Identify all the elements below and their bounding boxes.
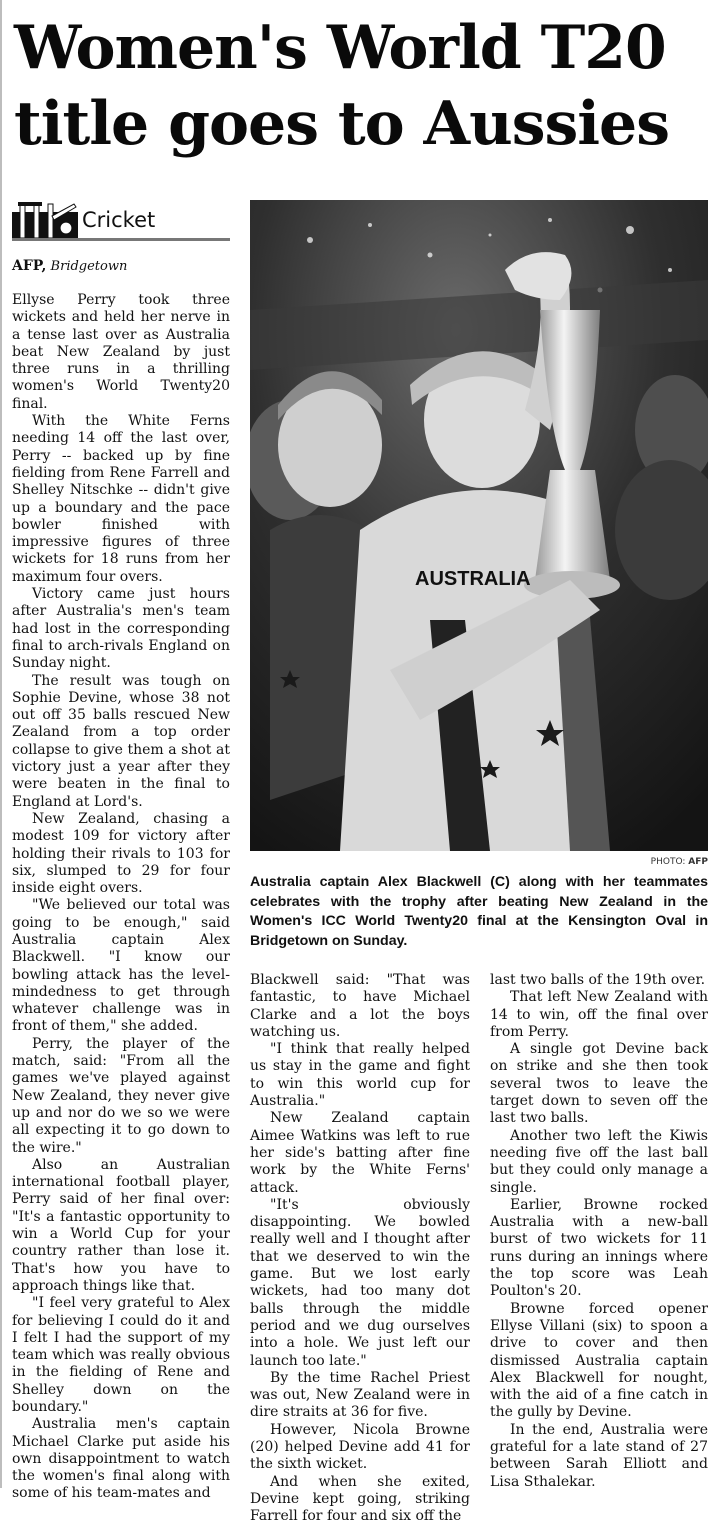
photo-credit <box>600 857 708 867</box>
paragraph: Also an Australian international football player, Perry said of her final over: "It's a fantastic opportunity to win a World Cup for your country rather than lose it. That's how you have to approach things like that. <box>12 1156 230 1294</box>
paragraph: "It's obviously disappointing. We bowled really well and I thought after that we deserved to win the game. But we lost early wickets, had too many dot balls through the middle period and we dug ourselves into a hole. We just left our launch too late." <box>250 1196 470 1369</box>
paragraph: "I think that really helped us stay in the game and fight to win this world cup for Australia." <box>250 1041 470 1110</box>
paragraph: New Zealand, chasing a modest 109 for victory after holding their rivals to 103 for six, slumped to 29 for four inside eight overs. <box>12 810 230 897</box>
paragraph: "We believed our total was going to be enough," said Australia captain Alex Blackwell. "I know our bowling attack has the level-mindedness to get through whatever challenge was in front of them," she added. <box>12 897 230 1035</box>
photo-credit-agency: AFP <box>688 857 708 867</box>
paragraph: Australia men's captain Michael Clarke put aside his own disappointment to watch the women's final along with some of his team-mates and <box>12 1416 230 1502</box>
news-photo <box>250 200 708 851</box>
paragraph: And when she exited, Devine kept going, striking Farrell for four and six off the <box>250 1473 470 1525</box>
celebration-photo-illustration <box>250 200 708 851</box>
article-column-1 <box>12 292 230 1503</box>
paragraph: A single got Devine back on strike and she then took several twos to leave the target down to seven off the last two balls. <box>490 1041 708 1127</box>
cricket-stumps-icon <box>12 202 78 238</box>
photo-credit-prefix: PHOTO: <box>650 857 686 867</box>
photo-caption: Australia captain Alex Blackwell (C) along with her teammates celebrates with the trophy after beating New Zealand in the Women's ICC World Twenty20 final at the Kensington Oval in Bridgetown on Sunday. <box>250 874 708 949</box>
paragraph: New Zealand captain Aimee Watkins was left to rue her side's batting after fine work by the White Ferns' attack. <box>250 1110 470 1196</box>
section-label: Cricket <box>82 208 156 232</box>
paragraph: Ellyse Perry took three wickets and held her nerve in a tense last over as Australia beat New Zealand by just three runs in a thrilling women's World Twenty20 final. <box>12 292 230 412</box>
paragraph: In the end, Australia were grateful for a late stand of 27 between Sarah Elliott and Lisa Sthalekar. <box>490 1421 708 1490</box>
paragraph: With the White Ferns needing 14 off the last over, Perry -- backed up by fine fielding from Rene Farrell and Shelley Nitschke -- didn't give up a boundary and the pace bowler finished with impressive figures of three wickets for 18 runs from her maximum four overs. <box>12 413 230 585</box>
paragraph: Perry, the player of the match, said: "From all the games we've played against New Zealand, they never give up and nor do we so we were all expecting it to go down to the wire." <box>12 1035 230 1156</box>
dateline-agency: AFP, <box>12 258 47 274</box>
paragraph: The result was tough on Sophie Devine, whose 38 not out off 35 balls rescued New Zealand from a top order collapse to give them a shot at victory just a year after they were beaten in the final to England at Lord's. <box>12 672 230 810</box>
dateline-place: Bridgetown <box>50 259 128 274</box>
paragraph: Blackwell said: "That was fantastic, to have Michael Clarke and a lot the boys watching us. <box>250 972 470 1040</box>
dateline <box>12 258 127 274</box>
paragraph: That left New Zealand with 14 to win, off the final over from Perry. <box>490 989 708 1040</box>
article-column-2 <box>250 972 470 1526</box>
paragraph: Another two left the Kiwis needing five off the last ball but they could only manage a single. <box>490 1127 708 1196</box>
paragraph: "I feel very grateful to Alex for believing I could do it and I felt I had the support of my team which was really obvious in the fielding of Rene and Shelley down on the boundary." <box>12 1295 230 1415</box>
paragraph: Victory came just hours after Australia's men's team had lost in the corresponding final to arch-rivals England on Sunday night. <box>12 586 230 672</box>
article-column-3 <box>490 972 708 1491</box>
headline-line-2: title goes to Aussies <box>14 89 669 159</box>
page-edge-rule <box>0 0 2 1488</box>
jersey-text: AUSTRALIA <box>415 568 531 590</box>
paragraph: Browne forced opener Ellyse Villani (six) to spoon a drive to cover and then dismissed Australia captain Alex Blackwell for nought, with the aid of a fine catch in the gully by Devine. <box>490 1300 708 1421</box>
headline <box>14 10 714 162</box>
section-tag <box>12 200 230 240</box>
paragraph: Earlier, Browne rocked Australia with a new-ball burst of two wickets for 11 runs during an innings where the top score was Leah Poulton's 20. <box>490 1196 708 1300</box>
paragraph: last two balls of the 19th over. <box>490 972 706 988</box>
headline-line-1: Women's World T20 <box>14 13 666 83</box>
paragraph: By the time Rachel Priest was out, New Zealand were in dire straits at 36 for five. <box>250 1369 470 1421</box>
section-rule <box>12 238 230 241</box>
paragraph: However, Nicola Browne (20) helped Devine add 41 for the sixth wicket. <box>250 1421 470 1473</box>
